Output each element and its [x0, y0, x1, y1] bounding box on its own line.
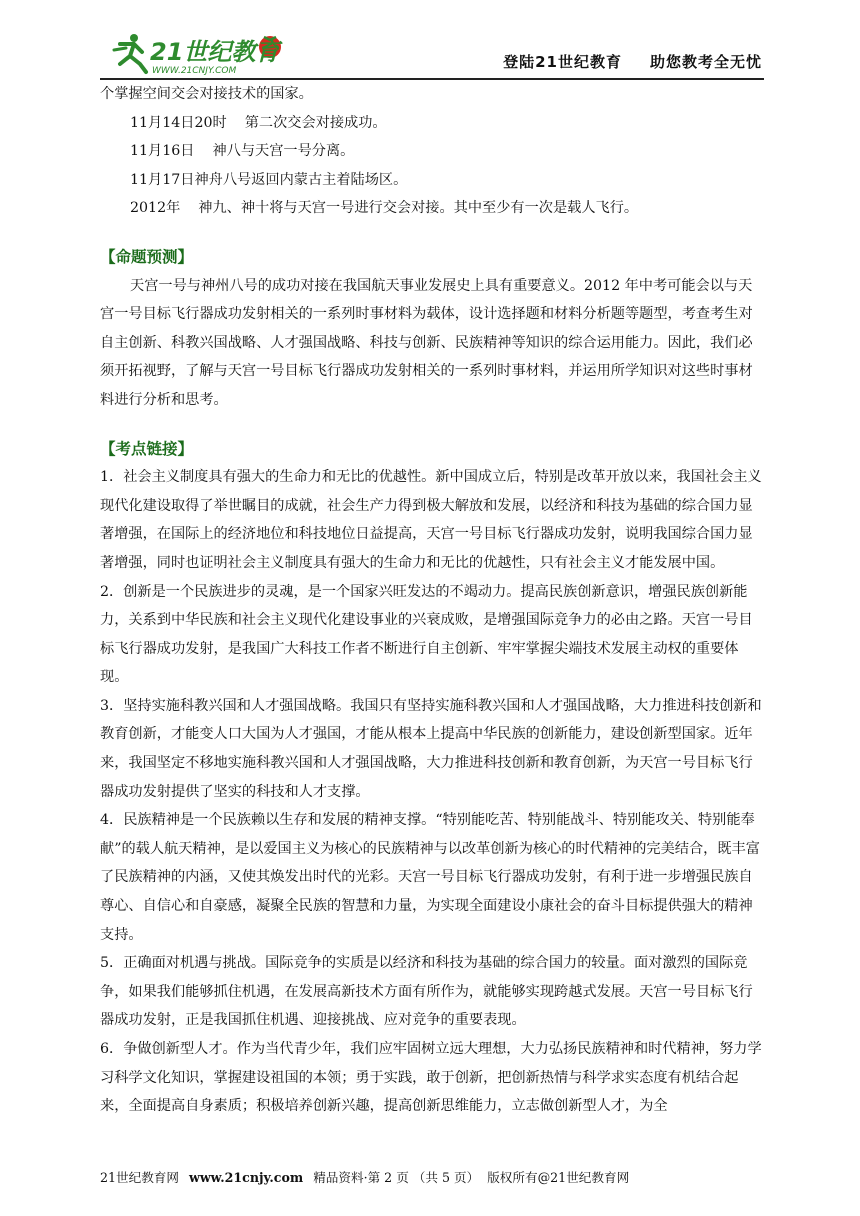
- logo-url: WWW.21CNJY.COM: [152, 66, 237, 76]
- timeline-date: 2012年: [130, 200, 181, 217]
- slogan-left: 登陆21世纪教育: [503, 53, 622, 71]
- link-item-5: 5．正确面对机遇与挑战。国际竞争的实质是以经济和科技为基础的综合国力的较量。面对激烈的国际竞争，如果我们能够抓住机遇，在发展高新技术方面有所作为，就能够实现跨越式发展。天宫一号目标飞行器成功发射，正是我国抓住机遇、迎接挑战、应对竞争的重要表现。: [100, 955, 753, 1029]
- timeline-text: 第二次交会对接成功。: [244, 114, 387, 131]
- link-item-2: 2．创新是一个民族进步的灵魂，是一个国家兴旺发达的不竭动力。提高民族创新意识，增强民族创新能力，关系到中华民族和社会主义现代化建设事业的兴衰成败，是增强国际竞争力的必由之路。天宫一号目标飞行器成功发射，是我国广大科技工作者不断进行自主创新、牢牢掌握尖端技术发展主动权的重要体现。: [100, 583, 753, 686]
- timeline-date: 11月14日20时: [130, 114, 227, 131]
- prediction-title: 【命题预测】: [100, 247, 194, 266]
- timeline-item: [100, 194, 764, 223]
- link-item-3: 3．坚持实施科教兴国和人才强国战略。我国只有坚持实施科教兴国和人才强国战略，大力推进科技创新和教育创新，才能变人口大国为人才强国，才能从根本上提高中华民族的创新能力，建设创新型国家。近年来，我国坚定不移地实施科教兴国和人才强国战略，大力推进科技创新和教育创新，为天宫一号目标飞行器成功发射提供了坚实的科技和人才支撑。: [100, 697, 762, 800]
- site-logo: [106, 30, 286, 76]
- link-item-4: 4．民族精神是一个民族赖以生存和发展的精神支撑。“特别能吃苦、特别能战斗、特别能攻关、特别能奉献”的载人航天精神，是以爱国主义为核心的民族精神与以改革创新为核心的时代精神的完美结合，既丰富了民族精神的内涵，又使其焕发出时代的光彩。天宫一号目标飞行器成功发射，有利于进一步增强民族自尊心、自信心和自豪感，凝聚全民族的智慧和力量，为实现全面建设小康社会的奋斗目标提供强大的精神支持。: [100, 812, 760, 943]
- timeline-text: 神九、神十将与天宫一号进行交会对接。其中至少有一次是载人飞行。: [198, 200, 639, 217]
- page-body: [100, 80, 764, 1121]
- timeline-item: [100, 109, 764, 138]
- link-item-6: 6．争做创新型人才。作为当代青少年，我们应牢固树立远大理想，大力弘扬民族精神和时代精神，努力学习科学文化知识，掌握建设祖国的本领；勇于实践，敢于创新，把创新热情与科学求实态度有机结合起来，全面提高自身素质；积极培养创新兴趣，提高创新思维能力，立志做创新型人才，为全: [100, 1041, 762, 1115]
- footer-left: 21世纪教育网: [100, 1170, 179, 1185]
- links-title: 【考点链接】: [100, 439, 194, 458]
- footer-page-info: 精品资料·第 2 页 （共 5 页）: [313, 1170, 480, 1185]
- timeline-item: [100, 166, 764, 195]
- timeline-text: 神八与天宫一号分离。: [212, 143, 355, 160]
- link-item-1: 1．社会主义制度具有强大的生命力和无比的优越性。新中国成立后，特别是改革开放以来，我国社会主义现代化建设取得了举世瞩目的成就，社会生产力得到极大解放和发展，以经济和科技为基础的综合国力显著增强，在国际上的经济地位和科技地位日益提高，天宫一号目标飞行器成功发射，说明我国综合国力显著增强，同时也证明社会主义制度具有强大的生命力和无比的优越性，只有社会主义才能发展中国。: [100, 469, 762, 571]
- timeline-text: 神舟八号返回内蒙古主着陆场区。: [194, 171, 408, 188]
- logo-text: 21世纪教育: [150, 38, 280, 66]
- footer-copyright: 版权所有@21世纪教育网: [487, 1170, 630, 1185]
- intro-tail: 个掌握空间交会对接技术的国家。: [100, 86, 313, 102]
- timeline-date: 11月17日: [130, 171, 195, 188]
- header-slogan: [503, 51, 762, 72]
- slogan-right: 助您教考全无忧: [649, 53, 762, 71]
- footer-site-link[interactable]: www.21cnjy.com: [189, 1170, 304, 1185]
- prediction-body: 天宫一号与神州八号的成功对接在我国航天事业发展史上具有重要意义。2012 年中考可能会以与天宫一号目标飞行器成功发射相关的一系列时事材料为载体，设计选择题和材料分析题等题型，考查考生对自主创新、科教兴国战略、人才强国战略、科技与创新、民族精神等知识的综合运用能力。因此，我们必须开拓视野，了解与天宫一号目标飞行器成功发射相关的一系列时事材料，并运用所学知识对这些时事材料进行分析和思考。: [100, 277, 753, 408]
- running-figure-icon: [114, 34, 146, 72]
- timeline-date: 11月16日: [130, 143, 195, 160]
- page-header: [100, 22, 764, 80]
- timeline-list: [100, 109, 764, 223]
- timeline-item: [100, 137, 764, 166]
- page-footer: [100, 1167, 764, 1186]
